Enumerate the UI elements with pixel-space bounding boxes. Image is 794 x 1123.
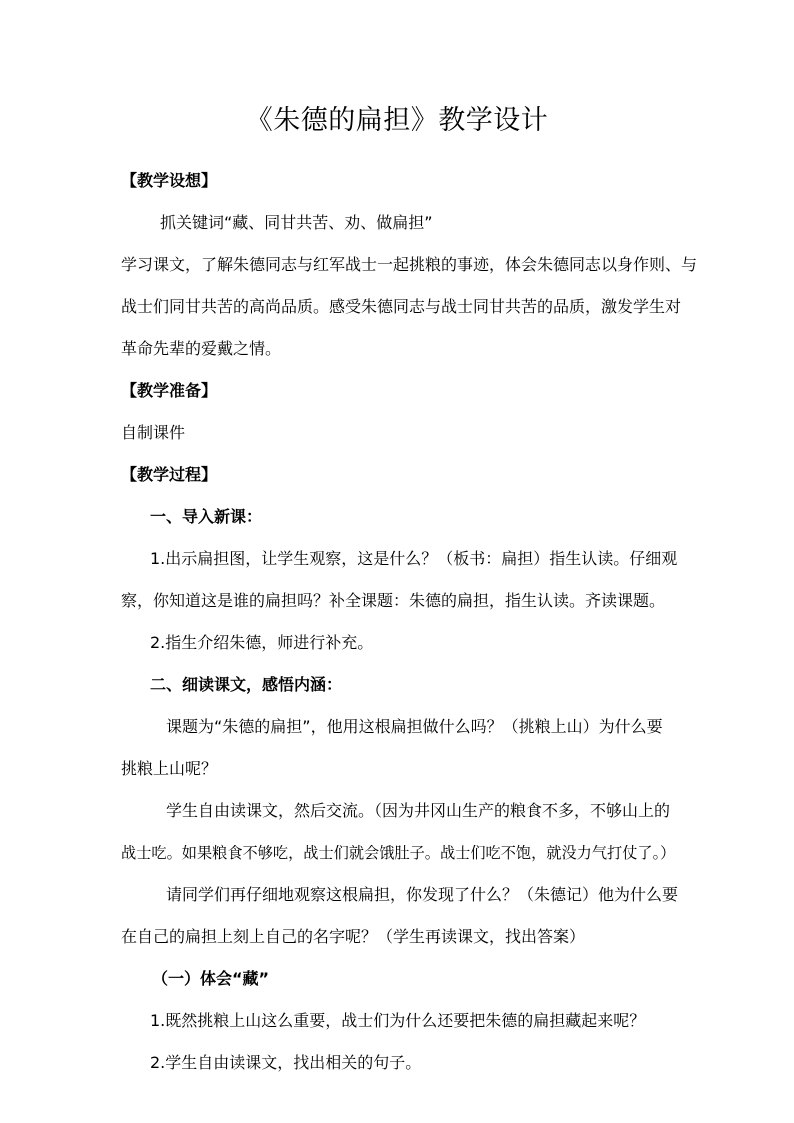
part2-para1-line-2: 挑粮上山呢？ (121, 759, 218, 778)
design-text-line-1: 学习课文，了解朱德同志与红军战士一起挑粮的事迹，体会朱德同志以身作则、与 (121, 255, 698, 274)
sub1-item2: 2.学生自由读课文，找出相关的句子。 (150, 1053, 422, 1072)
part2-heading: 二、细读课文，感悟内涵： (150, 675, 343, 694)
part2-para3-line-2: 在自己的扁担上刻上自己的名字呢？（学生再读课文，找出答案） (121, 927, 586, 946)
part1-item2: 2.指生介绍朱德，师进行补充。 (150, 633, 374, 652)
design-text-line-2: 战士们同甘共苦的高尚品质。感受朱德同志与战士同甘共苦的品质，激发学生对 (121, 297, 682, 316)
part1-item1-line-2: 察，你知道这是谁的扁担吗？补全课题：朱德的扁担，指生认读。齐读课题。 (121, 591, 666, 610)
design-keywords: 抓关键词“藏、同甘共苦、劝、做扁担” (160, 213, 433, 232)
part2-para2-line-2: 战士吃。如果粮食不够吃，战士们就会饿肚子。战士们吃不饱，就没力气打仗了。） (121, 844, 676, 862)
design-heading: 【教学设想】 (121, 171, 218, 190)
prep-heading: 【教学准备】 (121, 381, 218, 400)
part1-item1-line-1: 1.出示扁担图，让学生观察，这是什么？（板书：扁担）指生认读。仔细观 (150, 549, 678, 568)
process-heading: 【教学过程】 (121, 465, 218, 484)
part2-para2-line-1: 学生自由读课文，然后交流。（因为井冈山生产的粮食不多，不够山上的 (166, 801, 671, 820)
part2-para1-line-1: 课题为“朱德的扁担”，他用这根扁担做什么吗？（挑粮上山）为什么要 (166, 717, 663, 736)
part2-para3-line-1: 请同学们再仔细地观察这根扁担，你发现了什么？（朱德记）他为什么要 (166, 885, 679, 904)
sub1-item1: 1.既然挑粮上山这么重要，战士们为什么还要把朱德的扁担藏起来呢？ (150, 1011, 646, 1030)
part1-heading: 一、导入新课： (150, 507, 263, 526)
sub1-heading: （一）体会“藏” (152, 969, 270, 988)
prep-text: 自制课件 (121, 423, 186, 442)
design-text-line-3: 革命先辈的爱戴之情。 (121, 339, 282, 358)
document-title: 《朱德的扁担》教学设计 (245, 105, 549, 136)
